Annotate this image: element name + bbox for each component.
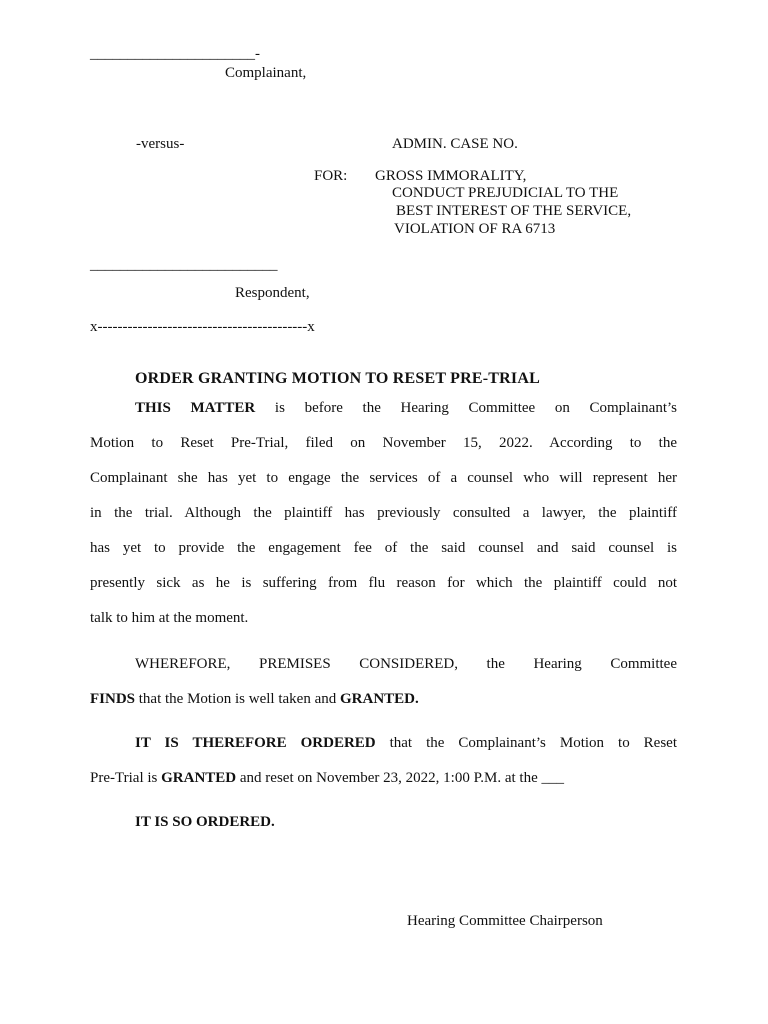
paragraph-line: THIS MATTER is before the Hearing Committee on Complainant’s xyxy=(135,400,677,416)
paragraph-line: Complainant she has yet to engage the services of a counsel who will represent her xyxy=(90,470,677,486)
paragraph-ordered xyxy=(90,734,677,804)
paragraph-wherefore xyxy=(90,655,677,725)
paragraph-line: IT IS THEREFORE ORDERED that the Complainant’s Motion to Reset xyxy=(135,735,677,751)
complainant-blank: ______________________- xyxy=(90,46,260,62)
paragraph-line: presently sick as he is suffering from flu reason for which the plaintiff could not xyxy=(90,575,677,591)
charge-line: VIOLATION OF RA 6713 xyxy=(394,221,556,237)
paragraph-line: Pre-Trial is GRANTED and reset on November 23, 2022, 1:00 P.M. at the ___ xyxy=(90,770,565,786)
for-label: FOR: xyxy=(314,168,348,184)
caption-separator: x------------------------------------------x xyxy=(90,319,315,335)
versus-label: -versus- xyxy=(136,136,185,152)
document-title: ORDER GRANTING MOTION TO RESET PRE-TRIAL xyxy=(135,370,540,387)
paragraph-line: talk to him at the moment. xyxy=(90,610,249,626)
paragraph-line: Motion to Reset Pre-Trial, filed on November 15, 2022. According to the xyxy=(90,435,677,451)
paragraph-line: FINDS that the Motion is well taken and GRANTED. xyxy=(90,691,419,707)
charge-line: BEST INTEREST OF THE SERVICE, xyxy=(396,203,632,219)
paragraph-this-matter xyxy=(90,399,677,644)
case-number-label: ADMIN. CASE NO. xyxy=(392,136,518,152)
so-ordered-statement: IT IS SO ORDERED. xyxy=(135,814,275,830)
respondent-blank: _________________________ xyxy=(90,257,278,273)
paragraph-line: has yet to provide the engagement fee of the said counsel and said counsel is xyxy=(90,540,677,556)
complainant-label: Complainant, xyxy=(225,65,307,81)
paragraph-line: in the trial. Although the plaintiff has previously consulted a lawyer, the plaintiff xyxy=(90,505,677,521)
respondent-label: Respondent, xyxy=(235,285,310,301)
charge-line: GROSS IMMORALITY, xyxy=(375,168,527,184)
charge-line: CONDUCT PREJUDICIAL TO THE xyxy=(392,185,619,201)
paragraph-line: WHEREFORE, PREMISES CONSIDERED, the Hearing Committee xyxy=(135,656,677,672)
bold-lead: THIS MATTER xyxy=(135,400,256,416)
signature-title: Hearing Committee Chairperson xyxy=(407,913,603,929)
